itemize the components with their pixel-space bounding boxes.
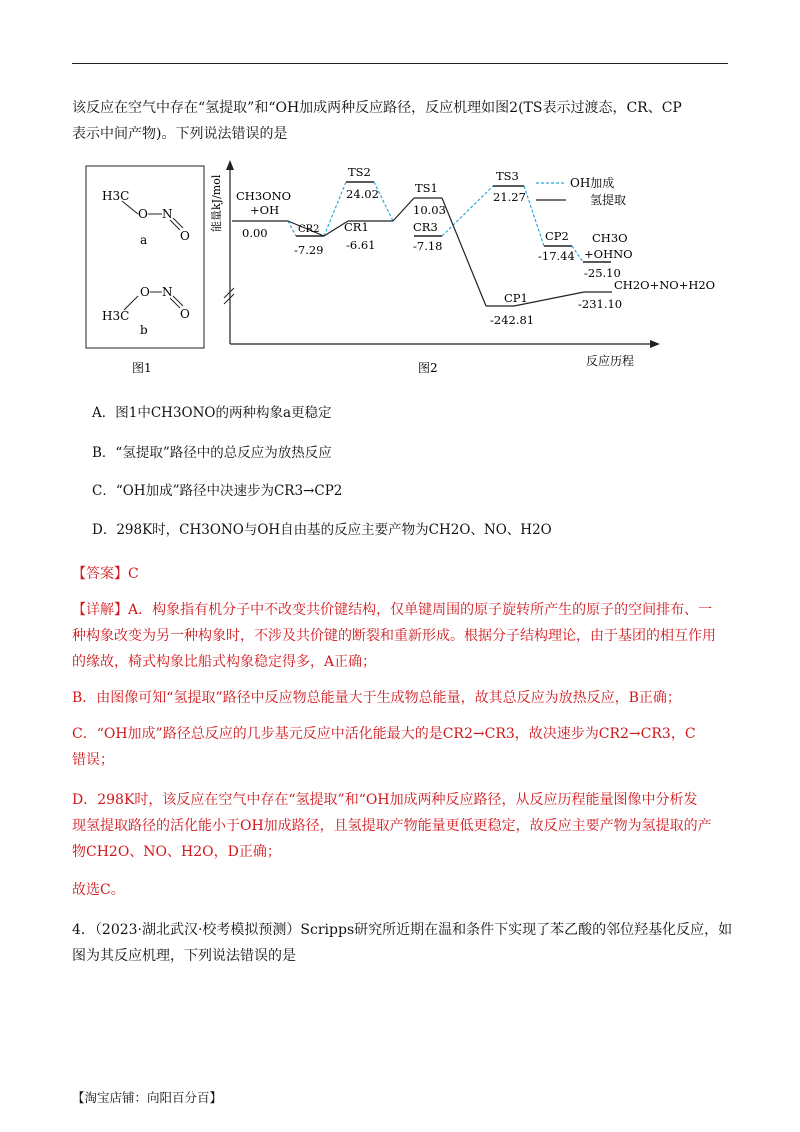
struct-a-label: a	[140, 233, 148, 247]
explain-d-1: D．298K时，该反应在空气中存在“氢提取”和“OH加成两种反应路径，从反应历程能量图像中分析发	[72, 792, 698, 808]
figure-2-caption: 图2	[418, 361, 438, 375]
cr2-label: CR2	[298, 224, 320, 235]
prod-h-value: -231.10	[578, 297, 623, 311]
x-axis-label: 反应历程	[586, 354, 635, 368]
answer: 【答案】C	[72, 566, 139, 582]
ts3-value: 21.27	[493, 190, 526, 204]
struct-b-label: b	[140, 323, 148, 337]
struct-b-o: O	[140, 285, 150, 299]
explain-c-1: C．“OH加成”路径总反应的几步基元反应中活化能最大的是CR2→CR3，故决速步为CR2→CR3，C	[72, 726, 696, 742]
cr1-value: -6.61	[346, 238, 376, 252]
legend	[536, 175, 626, 207]
explain-c-2: 错误；	[72, 752, 114, 768]
struct-a-o: O	[138, 207, 148, 221]
struct-a-o2: O	[180, 229, 190, 243]
prod-oh-value: -25.10	[584, 266, 621, 280]
intro-line-2: 表示中间产物)。下列说法错误的是	[72, 126, 288, 142]
ts3-label: TS3	[496, 169, 519, 183]
struct-b-h3c: H3C	[102, 309, 130, 323]
ts2-label: TS2	[348, 165, 371, 179]
question-4-line-2: 图为其反应机理，下列说法错误的是	[72, 948, 296, 964]
prod-oh-2: +OHNO	[584, 247, 633, 261]
explain-final: 故选C。	[72, 882, 125, 898]
start-label-2: +OH	[250, 203, 280, 217]
legend-oh: OH加成	[570, 176, 615, 190]
explain-a-2: 种构象改变为另一种构象时，不涉及共价键的断裂和重新形成。根据分子结构理论，由于基团的相互作用	[72, 628, 716, 644]
prod-h-label: CH2O+NO+H2O	[614, 278, 716, 292]
cr2-value: -7.29	[294, 243, 324, 257]
cr3-label: CR3	[413, 220, 438, 234]
cp2-value: -17.44	[538, 249, 575, 263]
struct-a-n: N	[162, 207, 173, 221]
ts1-value: 10.03	[413, 203, 446, 217]
struct-a-h3c: H3C	[102, 189, 130, 203]
energy-labels	[236, 165, 715, 327]
start-value: 0.00	[242, 226, 268, 240]
y-axis-label: 能量kJ/mol	[210, 174, 223, 232]
figure	[80, 158, 720, 378]
footer: 【淘宝店铺：向阳百分百】	[72, 1090, 223, 1105]
struct-b-o2: O	[180, 307, 190, 321]
question-4-line-1: 4．（2023·湖北武汉·校考模拟预测）Scripps研究所近期在温和条件下实现了苯乙酸的邻位羟基化反应，如	[72, 922, 733, 938]
cp1-value: -242.81	[490, 313, 535, 327]
explain-d-2: 现氢提取路径的活化能小于OH加成路径，且氢提取产物能量更低更稳定，故反应主要产物为氢提取的产	[72, 818, 712, 834]
figure-1-caption: 图1	[132, 361, 152, 375]
cp2-label: CP2	[545, 229, 569, 243]
explain-a-1: 【详解】A．构象指有机分子中不改变共价键结构，仅单键周围的原子旋转所产生的原子的空间排布、一	[72, 602, 713, 618]
struct-b-n: N	[162, 285, 173, 299]
option-c: C．“OH加成”路径中决速步为CR3→CP2	[92, 483, 343, 499]
option-d: D．298K时，CH3ONO与OH自由基的反应主要产物为CH2O、NO、H2O	[92, 522, 552, 538]
option-a: A．图1中CH3ONO的两种构象a更稳定	[92, 405, 332, 421]
explain-b-1: B．由图像可知“氢提取”路径中反应物总能量大于生成物总能量，故其总反应为放热反应，B正确；	[72, 690, 681, 706]
ts2-value: 24.02	[346, 187, 379, 201]
intro-line-1: 该反应在空气中存在“氢提取”和“OH加成两种反应路径，反应机理如图2(TS表示过渡态，CR、CP	[72, 100, 682, 116]
cr1-label: CR1	[344, 220, 369, 234]
figure-1	[86, 166, 204, 348]
cr3-value: -7.18	[413, 239, 443, 253]
header-rule	[72, 63, 728, 64]
legend-h: 氢提取	[590, 193, 627, 207]
start-label-1: CH3ONO	[236, 189, 292, 203]
explain-d-3: 物CH2O、NO、H2O，D正确；	[72, 844, 281, 860]
explain-a-3: 的缘故，椅式构象比船式构象稳定得多，A正确；	[72, 654, 377, 670]
cp1-label: CP1	[504, 291, 528, 305]
ts1-label: TS1	[415, 181, 438, 195]
prod-oh-1: CH3O	[592, 231, 628, 245]
option-b: B．“氢提取”路径中的总反应为放热反应	[92, 445, 332, 461]
